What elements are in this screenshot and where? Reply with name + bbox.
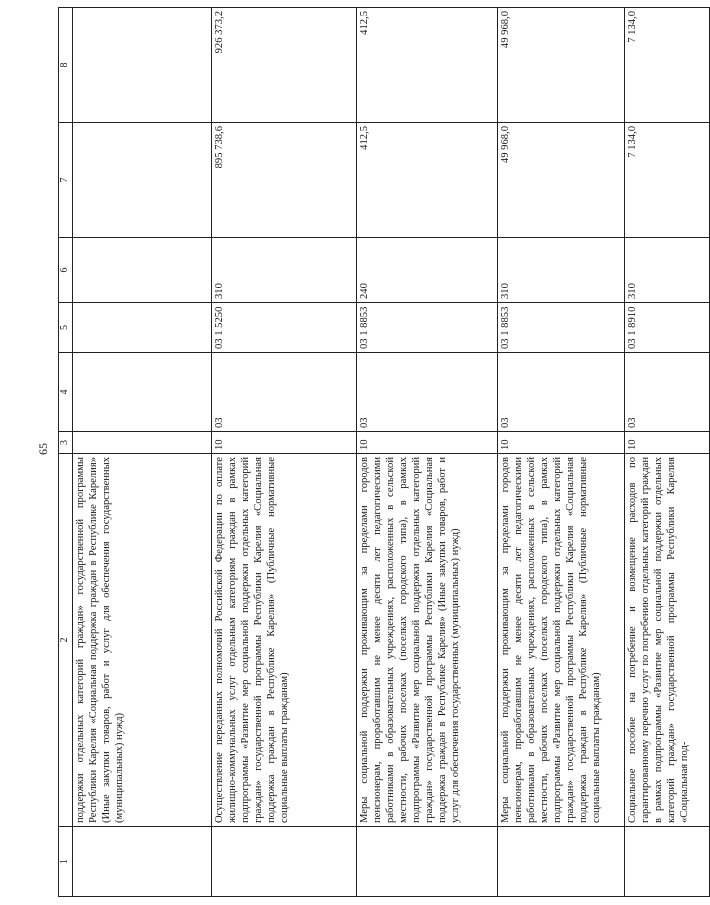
cell-description: Меры социальной поддержки проживающим за пределами городов пенсионерам, проработавшим не менее десяти лет педагогическими работниками в образовательных учреждениях, расположенных в сельской местности, рабочих поселках (поселках городского типа), в рамках подпрограммы «Развитие мер социальной поддержки отдельных категорий граждан» государственной программы Республики Карелия «Социальная поддержка граждан в Республике Карелия» (Иные закупки товаров, работ и услуг для обеспечения государственных (муниципальных) нужд) [357,454,498,827]
cell-amount-1: 7 134,0 [625,123,710,238]
table-row [498,8,625,897]
cell-amount-1 [73,123,212,238]
cell-subsection [73,353,212,432]
table-row [73,8,212,897]
rotated-page-content [58,0,690,905]
cell-section: 10 [357,432,498,454]
cell-amount-2: 412,5 [357,8,498,123]
header-col-5: 5 [59,303,73,353]
page-number: 65 [36,443,50,455]
header-col-3: 3 [59,432,73,454]
cell-amount-2 [73,8,212,123]
cell-section: 10 [212,432,357,454]
cell-target-article: 03 1 8853 [498,303,625,353]
cell-target-article [73,303,212,353]
table-row [357,8,498,897]
cell-section: 10 [498,432,625,454]
cell-target-article: 03 1 5250 [212,303,357,353]
budget-table [58,7,710,897]
cell-amount-2: 926 373,2 [212,8,357,123]
cell-subsection: 03 [212,353,357,432]
cell-col1 [212,827,357,897]
cell-amount-2: 7 134,0 [625,8,710,123]
cell-col1 [625,827,710,897]
cell-col1 [498,827,625,897]
cell-description: Социальное пособие на погребение и возмещение расходов по гарантированному перечню услуг по погребению отдельных категорий граждан в рамках подпрограммы «Развитие мер социальной поддержки отдельных категорий граждан» государственной программы Республики Карелия «Социальная под- [625,454,710,827]
cell-amount-1: 412,5 [357,123,498,238]
cell-amount-1: 895 738,6 [212,123,357,238]
header-col-6: 6 [59,238,73,303]
cell-subsection: 03 [625,353,710,432]
table-row [625,8,710,897]
cell-expense-type: 310 [212,238,357,303]
cell-subsection: 03 [357,353,498,432]
cell-col1 [73,827,212,897]
cell-description: Осуществление переданных полномочий Российской Федерации по оплате жилищно-коммунальных услуг отдельным категориям граждан в рамках подпрограммы «Развитие мер социальной поддержки отдельных категорий граждан» государственной программы Республики Карелия «Социальная поддержка граждан в Республике Карелия» (Публичные нормативные социальные выплаты гражданам) [212,454,357,827]
cell-col1 [357,827,498,897]
cell-expense-type: 240 [357,238,498,303]
cell-expense-type: 310 [625,238,710,303]
cell-subsection: 03 [498,353,625,432]
table-header-row [59,8,73,897]
cell-description: Меры социальной поддержки проживающим за пределами городов пенсионерам, проработавшим не менее десяти лет педагогическими работниками в образовательных учреждениях, расположенных в сельской местности, рабочих поселках (поселках городского типа), в рамках подпрограммы «Развитие мер социальной поддержки отдельных категорий граждан» государственной программы Республики Карелия «Социальная поддержка граждан в Республике Карелия» (Публичные нормативные социальные выплаты гражданам) [498,454,625,827]
header-col-1: 1 [59,827,73,897]
cell-amount-1: 49 968,0 [498,123,625,238]
header-col-7: 7 [59,123,73,238]
table-row [212,8,357,897]
header-col-4: 4 [59,353,73,432]
cell-target-article: 03 1 8853 [357,303,498,353]
cell-amount-2: 49 968,0 [498,8,625,123]
cell-description: поддержки отдельных категорий граждан» государственной программы Республики Карелия «Социальная поддержка граждан в Республике Карелия» (Иные закупки товаров, работ и услуг для обеспечения государственных (муниципальных) нужд) [73,454,212,827]
cell-expense-type: 310 [498,238,625,303]
cell-expense-type [73,238,212,303]
cell-section [73,432,212,454]
cell-target-article: 03 1 8910 [625,303,710,353]
cell-section: 10 [625,432,710,454]
header-col-8: 8 [59,8,73,123]
header-col-2: 2 [59,454,73,827]
